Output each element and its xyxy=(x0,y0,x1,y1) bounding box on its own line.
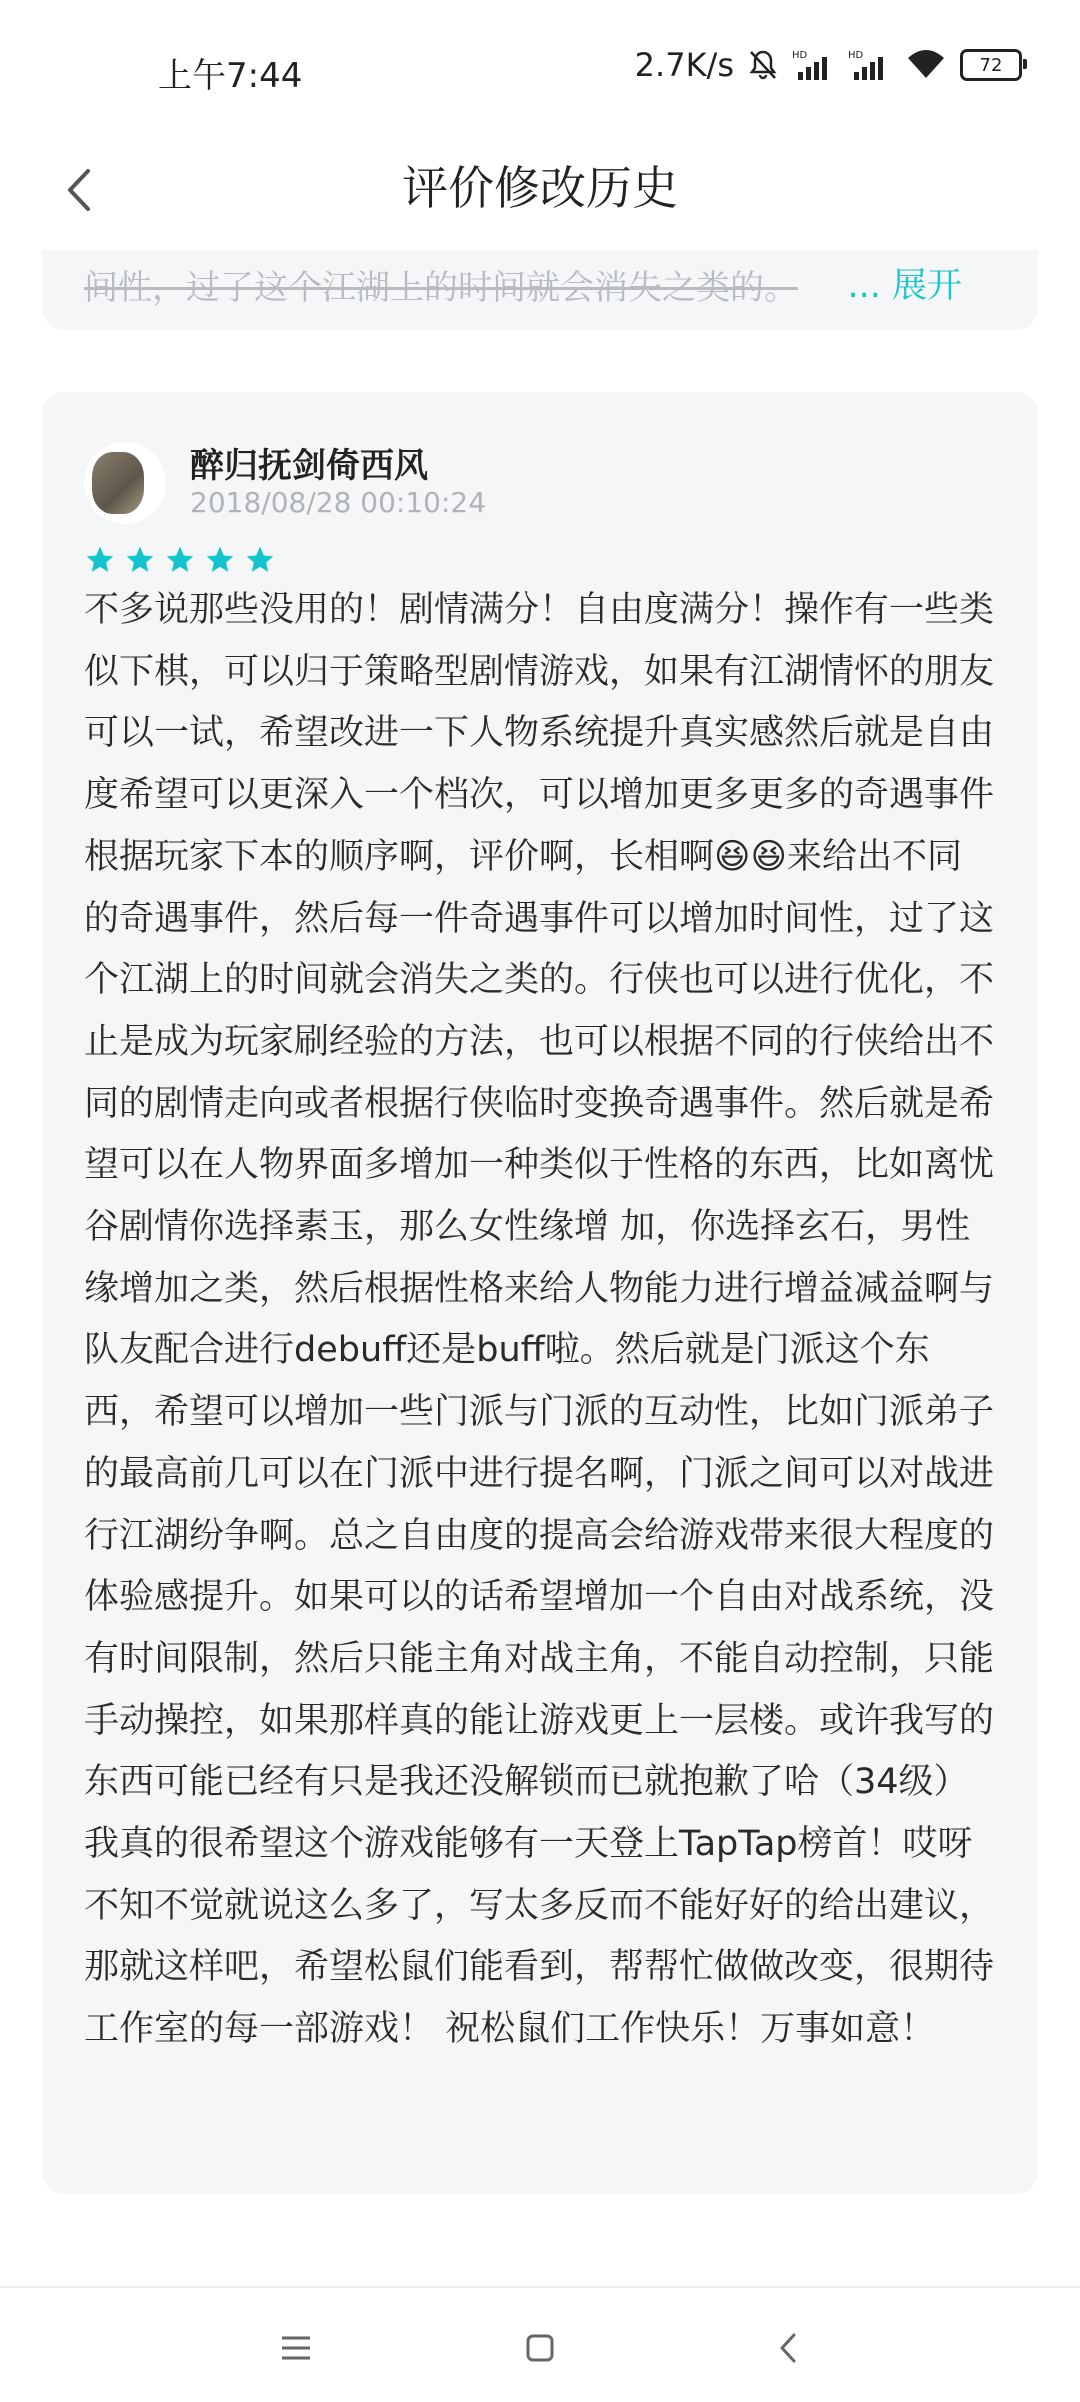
back-icon xyxy=(776,2331,800,2365)
status-bar xyxy=(0,0,1080,140)
mute-icon xyxy=(746,48,780,82)
author-name[interactable]: 醉归抚剑倚西风 xyxy=(190,446,428,486)
star-icon xyxy=(204,544,236,576)
star-icon xyxy=(124,544,156,576)
svg-text:HD: HD xyxy=(792,50,808,61)
signal-hd-icon xyxy=(848,48,892,82)
star-icon xyxy=(84,544,116,576)
home-button[interactable] xyxy=(510,2318,570,2378)
status-time: 上午7:44 xyxy=(158,56,303,96)
signal-hd-icon xyxy=(792,48,836,82)
review-text: 不多说那些没用的！剧情满分！自由度满分！操作有一些类似下棋，可以归于策略型剧情游戏，如果有江湖情怀的朋友可以一试，希望改进一下人物系统提升真实感然后就是自由度希望可以更深入一个档次，可以增加更多更多的奇遇事件根据玩家下本的顺序啊，评价啊，长相啊😆😆来给出不同的奇遇事件，然后每一件奇遇事件可以增加时间性，过了这个江湖上的时间就会消失之类的。行侠也可以进行优化，不止是成为玩家刷经验的方法，也可以根据不同的行侠给出不同的剧情走向或者根据行侠临时变换奇遇事件。然后就是希望可以在人物界面多增加一种类似于性格的东西，比如离忧谷剧情你选择素玉，那么女性缘增 加，你选择玄石，男性缘增加之类，然后根据性格来给人物能力进行增益减益啊与队友配合进行debuff还是buff啦。然后就是门派这个东西，希望可以增加一些门派与门派的互动性，比如门派弟子的最高前几可以在门派中进行提名啊，门派之间可以对战进行江湖纷争啊。总之自由度的提高会给游戏带来很大程度的体验感提升。如果可以的话希望增加一个自由对战系统，没有时间限制，然后只能主角对战主角，不能自动控制，只能手动操控，如果那样真的能让游戏更上一层楼。或许我写的东西可能已经有只是我还没解锁而已就抱歉了哈（34级）我真的很希望这个游戏能够有一天登上TapTap榜首！哎呀不知不觉就说这么多了，写太多反而不能好好的给出建议，那就这样吧，希望松鼠们能看到，帮帮忙做做改变，很期待工作室的每一部游戏！ 祝松鼠们工作快乐！万事如意！ xyxy=(84,590,995,2050)
page-title: 评价修改历史 xyxy=(402,161,678,215)
network-speed: 2.7K/s xyxy=(634,46,734,84)
previous-review-card xyxy=(42,250,1038,330)
avatar-image xyxy=(92,452,144,514)
home-icon xyxy=(524,2332,556,2364)
status-icons xyxy=(635,46,1022,84)
menu-icon xyxy=(279,2333,313,2363)
app-header xyxy=(0,140,1080,250)
rating-stars xyxy=(84,544,276,576)
review-date: 2018/08/28 00:10:24 xyxy=(190,486,487,519)
battery-level: 72 xyxy=(979,54,1003,76)
previous-review-text: 间性，过了这个江湖上的时间就会消失之类的。 xyxy=(84,268,798,308)
star-icon xyxy=(164,544,196,576)
star-icon xyxy=(244,544,276,576)
system-nav-bar xyxy=(0,2286,1080,2402)
nav-back-button[interactable] xyxy=(758,2318,818,2378)
review-card xyxy=(42,392,1038,2194)
expand-link[interactable]: ... 展开 xyxy=(847,266,962,306)
svg-text:HD: HD xyxy=(848,50,864,61)
battery-icon xyxy=(960,49,1022,81)
avatar[interactable] xyxy=(84,442,166,524)
wifi-icon xyxy=(904,48,948,82)
menu-button[interactable] xyxy=(266,2318,326,2378)
